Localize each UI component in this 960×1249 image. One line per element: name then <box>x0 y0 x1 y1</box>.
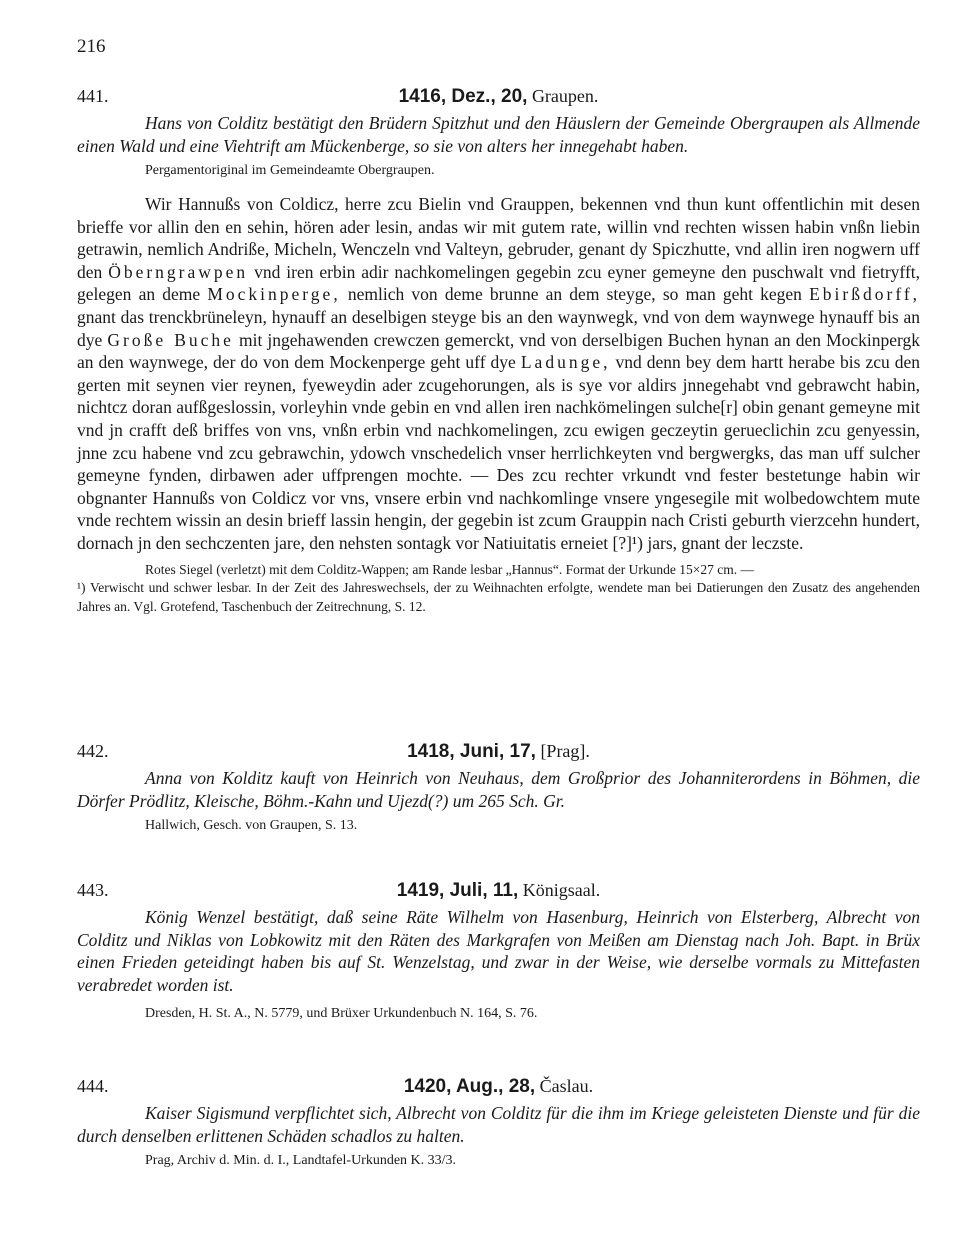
entry-number: 442. <box>77 741 109 761</box>
entry-place: Graupen. <box>531 86 599 106</box>
entry-regest: Kaiser Sigismund verpflichtet sich, Albrecht von Colditz für die ihm im Kriege geleisteten Dienste und für die durch denselben erlittenen Schäden schadlos zu halten. <box>77 1103 920 1146</box>
spaced-place-name: Ladunge, <box>520 352 611 373</box>
entry-date: 1419, Juli, 11, <box>396 880 519 901</box>
entry-header <box>77 880 920 906</box>
body-text-segment: nemlich von deme brunne an dem steyge, so man geht kegen <box>347 284 802 305</box>
entry-regest: König Wenzel bestätigt, daß seine Räte Wilhelm von Hasenburg, Heinrich von Elsterberg, Albrecht von Colditz und Niklas von Lobkowitz mit den Räten des Markgrafen von Meißen am Dienstag nach Joh. Bapt. in Brüx einen Frieden geteidingt haben bis auf St. Wenzelstag, und zwar in der Weise, wie derselbe vormals zu Mittefasten verabredet worden ist. <box>77 907 920 995</box>
entry-source: Dresden, H. St. A., N. 5779, und Brüxer Urkundenbuch N. 164, S. 76. <box>145 1006 538 1021</box>
entry-header <box>77 741 920 767</box>
page-number: 216 <box>77 36 106 57</box>
entry-number: 441. <box>77 86 109 106</box>
body-text-segment: mit jngehawenden crewczen gemerckt, vnd von derselbigen Buchen hynan an den Mockinpergk an den waynwege, der do von dem Mockenperge geht uff dye <box>77 329 921 373</box>
entry-place: Königsaal. <box>522 880 601 900</box>
body-text-segment: gnant das trenckbrüneleyn, hynauff an deselbigen steyge bis an den waynwegk, vnd von dem waynwege hynauff bis an dye <box>77 306 920 350</box>
spaced-place-name: Öberngrawpen <box>108 261 249 282</box>
entry-regest: Anna von Kolditz kauft von Heinrich von Neuhaus, dem Großprior des Johanniterordens in Böhmen, die Dörfer Prödlitz, Kleische, Böhm.-Kahn und Ujezd(?) um 265 Sch. Gr. <box>77 768 920 811</box>
footnote: ¹) Verwischt und schwer lesbar. In der Zeit des Jahreswechsels, der zu Weihnachten erfolgte, wendete man bei Datierungen den Zusatz des angehenden Jahres an. Vgl. Grotefend, Taschenbuch der Zeitrechnung, S. 12. <box>77 580 920 614</box>
entry-444 <box>77 1076 920 1171</box>
entry-date-line <box>77 86 920 108</box>
entry-regest: Hans von Colditz bestätigt den Brüdern Spitzhut und den Häuslern der Gemeinde Obergraupen als Allmende einen Wald und eine Viehtrift am Mückenberge, so sie von alters her innegehabt haben. <box>77 113 920 156</box>
seal-note: Rotes Siegel (verletzt) mit dem Colditz-Wappen; am Rande lesbar „Hannus“. Format der Urkunde 15×27 cm. — <box>145 561 754 577</box>
entry-number: 444. <box>77 1076 109 1096</box>
entry-date: 1420, Aug., 28, <box>403 1076 536 1097</box>
entry-header <box>77 86 920 112</box>
document-transcription <box>77 193 920 555</box>
entry-443 <box>77 880 920 1024</box>
spaced-place-name: Große Buche <box>107 329 234 350</box>
entry-date-line <box>77 1076 920 1098</box>
entry-place: Časlau. <box>539 1076 594 1096</box>
entry-source: Hallwich, Gesch. von Graupen, S. 13. <box>145 818 358 833</box>
entry-place: [Prag]. <box>540 741 590 761</box>
entry-date: 1418, Juni, 17, <box>407 741 536 762</box>
body-text-segment: vnd iren erbin adir nachkomelingen gegebin zcu eyner gemeyne den puschwalt vnd fietryfft, gelegen an deme <box>77 261 921 305</box>
spaced-place-name: Ebirßdorff, <box>809 284 921 305</box>
entry-source: Pergamentoriginal im Gemeindeamte Obergraupen. <box>145 163 435 178</box>
entry-date-line <box>77 880 920 902</box>
entry-date: 1416, Dez., 20, <box>398 86 528 107</box>
entry-number: 443. <box>77 880 109 900</box>
entry-source: Prag, Archiv d. Min. d. I., Landtafel-Urkunden K. 33/3. <box>145 1153 457 1168</box>
body-text-segment: vnd denn bey dem hartt herabe bis zcu den gerten mit seynen vier reynen, fyeweydin ader zcugehorungen, als is sye vor aldirs jnnegehabt vnd gebrawcht habin, nichtcz doran aufßgeslossin, vorleyhin vnde gebin en vnd allen iren nachkömelingen sulche[r] obin genant gemeyne mit vnd jn crafft deß briffes von vns, vnßn erbin vnd nachkomelingen, zcu ewigen geczeytin gerueclichin zcu genyessin, jnne zcu habene vnd zcu gebrawchin, ydowch vnschedelich vnser herrlichkeyten vnd bergwergks, das man uff sulcher gemeyne fynden, dirbawen ader uffprengen mochte. — Des zcu rechter vrkundt vnd fester bestetunge habin wir obgnanter Hannußs von Coldicz vor vns, vnsere erbin vnd nachkomlinge vnsere yngesegile mit wolbedowchtem mute vnde rechtem wissin an desin brieff lassin hengin, der gegebin ist zcum Grauppin nach Cristi geburth vierzcehn hundert, dornach jn den sechczenten jare, den nehsten sontagk vor Natiuitatis erneiet [?]¹) jars, gnant der leczste. <box>77 352 921 553</box>
entry-header <box>77 1076 920 1102</box>
entry-441 <box>77 86 920 616</box>
spaced-place-name: Mockinperge, <box>207 284 341 305</box>
entry-date-line <box>77 741 920 763</box>
body-text-segment: Wir Hannußs von Coldicz, herre zcu Bielin vnd Grauppen, bekennen vnd thun kunt offentlichin mit desen brieffe vor allin den en sehin, hören ader lesin, andas wir mit gutem rate, willin vnd rechten wissen habin vnßn liebin getrawin, nemlich Andriße, Micheln, Wenczeln vnd Valteyn, gebruder, genant dy Spiczhutte, vnd allin iren nogwern uff den <box>77 194 920 282</box>
entry-442 <box>77 741 920 836</box>
